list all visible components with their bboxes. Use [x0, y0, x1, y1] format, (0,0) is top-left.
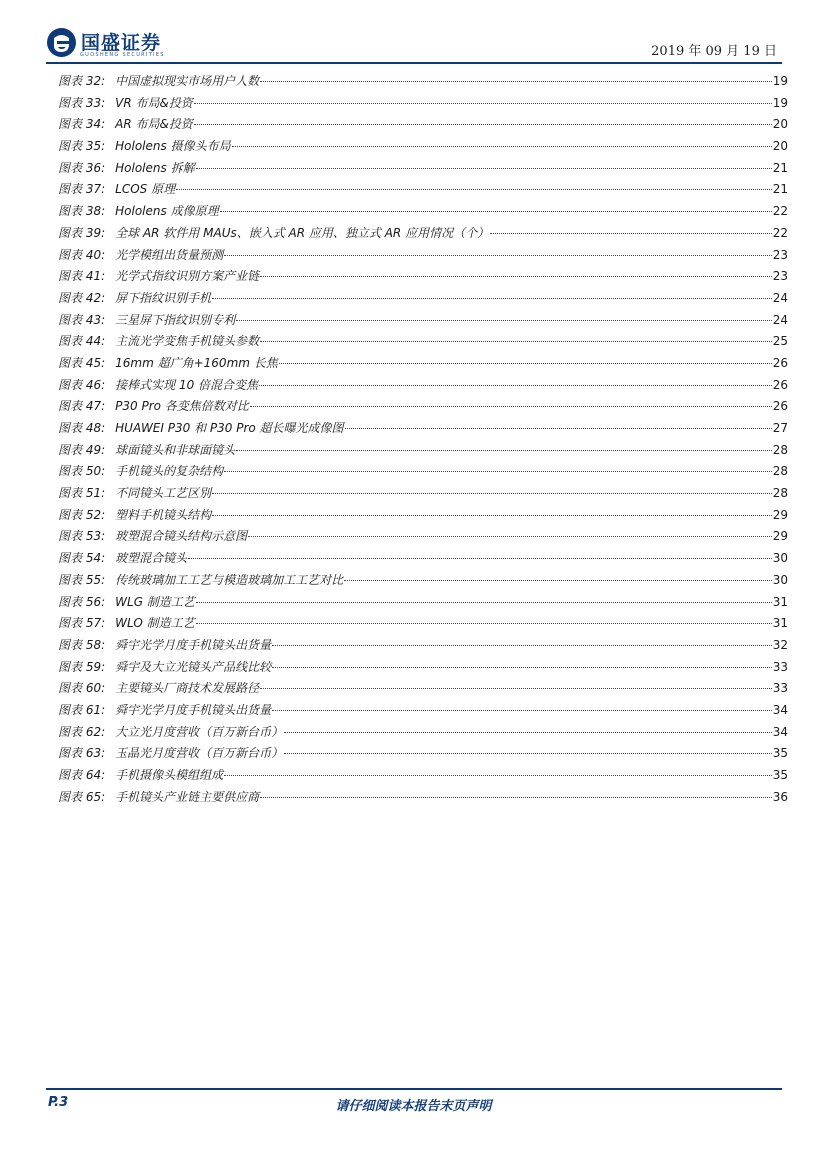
header-divider — [46, 62, 782, 64]
toc-entry-title: AR 布局&投资 — [115, 117, 193, 132]
toc-dot-leader — [212, 298, 772, 299]
toc-entry-page: 30 — [772, 572, 788, 587]
footer-disclaimer: 请仔细阅读本报告末页声明 — [335, 1099, 492, 1114]
toc-dot-leader — [279, 363, 772, 364]
toc-entry[interactable] — [58, 788, 788, 810]
toc-dot-leader — [272, 667, 772, 668]
toc-entry-page: 26 — [772, 399, 788, 414]
toc-entry-title: 舜宇及大立光镜头产品线比较 — [115, 659, 272, 674]
toc-entry-page: 36 — [772, 789, 788, 804]
toc-entry-title: HUAWEI P30 和 P30 Pro 超长曝光成像图 — [115, 421, 344, 435]
toc-dot-leader — [272, 645, 772, 646]
toc-entry[interactable] — [58, 159, 788, 181]
toc-entry-label: 图表 54: — [58, 551, 106, 566]
toc-entry-label: 图表 38: — [58, 204, 106, 219]
toc-entry-title: 三星屏下指纹识别专利 — [115, 312, 236, 327]
toc-entry-page: 34 — [772, 702, 788, 717]
toc-entry-label: 图表 65: — [58, 789, 106, 804]
toc-dot-leader — [236, 320, 772, 321]
toc-entry-title: Hololens 成像原理 — [115, 204, 219, 219]
toc-dot-leader — [284, 753, 772, 754]
toc-entry-page: 21 — [772, 160, 788, 175]
toc-entry[interactable] — [58, 614, 788, 636]
footer-divider — [46, 1088, 782, 1090]
toc-entry-title: 光学式指纹识别方案产业链 — [115, 269, 260, 284]
toc-entry[interactable] — [58, 679, 788, 701]
toc-entry[interactable] — [58, 311, 788, 333]
toc-entry-page: 28 — [772, 442, 788, 457]
toc-entry-label: 图表 50: — [58, 464, 106, 479]
toc-dot-leader — [490, 233, 772, 234]
toc-entry[interactable] — [58, 246, 788, 268]
toc-dot-leader — [232, 146, 772, 147]
toc-entry-label: 图表 53: — [58, 529, 106, 544]
toc-entry[interactable] — [58, 723, 788, 745]
toc-entry-label: 图表 44: — [58, 334, 106, 349]
page-number: P.3 — [48, 1095, 69, 1110]
toc-entry[interactable] — [58, 506, 788, 528]
page-header — [0, 0, 827, 70]
toc-entry-title: 舜宇光学月度手机镜头出货量 — [115, 702, 272, 717]
toc-dot-leader — [176, 189, 772, 190]
logo-mark-icon — [46, 27, 77, 58]
toc-entry-page: 35 — [772, 746, 788, 761]
toc-dot-leader — [194, 124, 772, 125]
toc-entry-label: 图表 56: — [58, 594, 106, 609]
toc-entry-page: 32 — [772, 637, 788, 652]
toc-entry[interactable] — [58, 115, 788, 137]
toc-dot-leader — [260, 276, 772, 277]
toc-entry-label: 图表 32: — [58, 74, 106, 88]
toc-dot-leader — [196, 623, 772, 624]
toc-entry-label: 图表 63: — [58, 746, 106, 761]
toc-entry[interactable] — [58, 202, 788, 224]
toc-entry-label: 图表 48: — [58, 421, 106, 435]
toc-dot-leader — [345, 428, 772, 429]
toc-entry-label: 图表 36: — [58, 160, 106, 175]
toc-entry-page: 24 — [772, 312, 788, 327]
toc-entry-page: 20 — [772, 117, 788, 132]
toc-entry-page: 19 — [772, 95, 788, 110]
toc-entry-title: 接棒式实现 10 倍混合变焦 — [115, 377, 259, 392]
toc-entry-title: 主要镜头厂商技术发展路径 — [115, 681, 260, 696]
toc-entry[interactable] — [58, 571, 788, 593]
toc-entry-label: 图表 59: — [58, 659, 106, 674]
toc-entry-title: 手机镜头产业链主要供应商 — [115, 789, 260, 804]
toc-entry-label: 图表 57: — [58, 616, 106, 631]
toc-entry-label: 图表 52: — [58, 507, 106, 522]
toc-entry-label: 图表 42: — [58, 290, 106, 305]
toc-entry[interactable] — [58, 701, 788, 723]
toc-entry-title: 塑料手机镜头结构 — [115, 507, 212, 522]
toc-entry-page: 28 — [772, 464, 788, 479]
toc-dot-leader — [260, 688, 772, 689]
toc-entry-page: 29 — [772, 507, 788, 522]
toc-entry-page: 31 — [772, 594, 788, 609]
toc-entry[interactable] — [58, 766, 788, 788]
toc-entry[interactable] — [58, 376, 788, 398]
toc-dot-leader — [250, 406, 772, 407]
toc-entry-title: 手机镜头的复杂结构 — [115, 464, 224, 479]
toc-entry[interactable] — [58, 397, 788, 419]
toc-entry[interactable] — [58, 462, 788, 484]
toc-entry[interactable] — [58, 441, 788, 463]
toc-entry-page: 31 — [772, 616, 788, 631]
toc-entry-page: 33 — [772, 681, 788, 696]
toc-entry-page: 28 — [772, 486, 788, 501]
toc-entry-title: VR 布局&投资 — [115, 95, 193, 110]
toc-entry-page: 27 — [772, 421, 788, 435]
logo-subtext: GUOSHENG SECURITIES — [80, 52, 165, 58]
toc-entry-title: 玻塑混合镜头结构示意图 — [115, 529, 248, 544]
toc-dot-leader — [224, 471, 772, 472]
toc-entry-title: P30 Pro 各变焦倍数对比 — [115, 399, 249, 414]
report-date: 2019 年 09 月 19 日 — [651, 44, 777, 59]
toc-entry-page: 35 — [772, 768, 788, 782]
toc-entry-label: 图表 61: — [58, 702, 106, 717]
toc-entry[interactable] — [58, 289, 788, 311]
toc-entry[interactable] — [58, 593, 788, 615]
toc-entry-label: 图表 64: — [58, 768, 106, 782]
figure-index-list — [58, 72, 788, 809]
toc-dot-leader — [194, 103, 772, 104]
toc-entry-label: 图表 37: — [58, 182, 106, 197]
toc-entry-page: 33 — [772, 659, 788, 674]
toc-dot-leader — [188, 558, 772, 559]
toc-dot-leader — [236, 450, 772, 451]
toc-entry-page: 20 — [772, 139, 788, 154]
toc-entry-page: 30 — [772, 551, 788, 566]
toc-entry[interactable] — [58, 549, 788, 571]
toc-entry-title: Hololens 摄像头布局 — [115, 139, 231, 154]
toc-dot-leader — [284, 732, 772, 733]
toc-entry-title: 全球 AR 软件用 MAUs、嵌入式 AR 应用、独立式 AR 应用情况（个） — [115, 225, 490, 240]
toc-entry-label: 图表 51: — [58, 486, 106, 501]
toc-entry-page: 26 — [772, 377, 788, 392]
toc-entry-label: 图表 46: — [58, 377, 106, 392]
toc-entry[interactable] — [58, 72, 788, 94]
toc-dot-leader — [260, 341, 772, 342]
toc-dot-leader — [260, 797, 772, 798]
toc-entry-title: 玻塑混合镜头 — [115, 551, 188, 566]
toc-dot-leader — [196, 602, 772, 603]
toc-entry-label: 图表 62: — [58, 724, 106, 739]
toc-entry-label: 图表 41: — [58, 269, 106, 284]
toc-entry-page: 25 — [772, 334, 788, 349]
toc-entry-label: 图表 45: — [58, 355, 106, 370]
toc-entry[interactable] — [58, 94, 788, 116]
toc-entry-page: 24 — [772, 290, 788, 305]
toc-entry-title: 主流光学变焦手机镜头参数 — [115, 334, 260, 349]
toc-dot-leader — [212, 493, 772, 494]
toc-entry[interactable] — [58, 354, 788, 376]
toc-entry-label: 图表 33: — [58, 95, 106, 110]
toc-entry[interactable] — [58, 484, 788, 506]
toc-dot-leader — [220, 211, 772, 212]
toc-entry[interactable] — [58, 267, 788, 289]
toc-entry-label: 图表 58: — [58, 637, 106, 652]
toc-entry-label: 图表 55: — [58, 572, 106, 587]
toc-dot-leader — [248, 536, 772, 537]
toc-entry[interactable] — [58, 744, 788, 766]
toc-entry-page: 34 — [772, 724, 788, 739]
toc-entry-label: 图表 34: — [58, 117, 106, 132]
toc-dot-leader — [259, 385, 772, 386]
toc-entry-label: 图表 43: — [58, 312, 106, 327]
toc-entry[interactable] — [58, 658, 788, 680]
toc-entry-label: 图表 60: — [58, 681, 106, 696]
toc-entry[interactable] — [58, 332, 788, 354]
toc-entry-title: 不同镜头工艺区别 — [115, 486, 212, 501]
toc-entry-page: 22 — [772, 225, 788, 240]
toc-entry-page: 22 — [772, 204, 788, 219]
toc-entry-page: 21 — [772, 182, 788, 197]
toc-dot-leader — [196, 168, 772, 169]
toc-entry-title: 球面镜头和非球面镜头 — [115, 442, 236, 457]
toc-entry-label: 图表 35: — [58, 139, 106, 154]
toc-entry-title: 屏下指纹识别手机 — [115, 290, 212, 305]
toc-entry[interactable] — [58, 636, 788, 658]
toc-entry-title: 中国虚拟现实市场用户人数 — [115, 74, 260, 88]
toc-entry-label: 图表 49: — [58, 442, 106, 457]
toc-entry-label: 图表 39: — [58, 225, 106, 240]
toc-dot-leader — [224, 775, 772, 776]
toc-entry-label: 图表 40: — [58, 247, 106, 262]
toc-dot-leader — [224, 255, 772, 256]
toc-entry[interactable] — [58, 137, 788, 159]
toc-entry-title: 16mm 超广角+160mm 长焦 — [115, 355, 278, 370]
toc-entry-title: 大立光月度营收（百万新台币） — [115, 724, 284, 739]
toc-entry[interactable] — [58, 527, 788, 549]
toc-entry-page: 19 — [772, 74, 788, 88]
toc-entry-title: 光学模组出货量预测 — [115, 247, 224, 262]
toc-entry-title: WLO 制造工艺 — [115, 616, 195, 631]
toc-entry-page: 29 — [772, 529, 788, 544]
toc-entry-title: 传统玻璃加工工艺与模造玻璃加工工艺对比 — [115, 572, 344, 587]
toc-entry-page: 26 — [772, 355, 788, 370]
toc-entry-title: 手机摄像头模组组成 — [115, 768, 224, 782]
toc-entry-title: 玉晶光月度营收（百万新台币） — [115, 746, 284, 761]
toc-entry-page: 23 — [772, 269, 788, 284]
toc-entry-title: WLG 制造工艺 — [115, 594, 195, 609]
toc-entry[interactable] — [58, 224, 788, 246]
toc-entry-title: LCOS 原理 — [115, 182, 176, 197]
toc-entry-page: 23 — [772, 247, 788, 262]
logo-text: 国盛证券 — [81, 31, 162, 54]
toc-entry[interactable] — [58, 419, 788, 441]
toc-dot-leader — [260, 81, 772, 82]
toc-dot-leader — [272, 710, 772, 711]
toc-dot-leader — [212, 515, 772, 516]
toc-entry-title: 舜宇光学月度手机镜头出货量 — [115, 637, 272, 652]
toc-entry[interactable] — [58, 180, 788, 202]
toc-entry-title: Hololens 拆解 — [115, 160, 195, 175]
toc-dot-leader — [344, 580, 772, 581]
toc-entry-label: 图表 47: — [58, 399, 106, 414]
